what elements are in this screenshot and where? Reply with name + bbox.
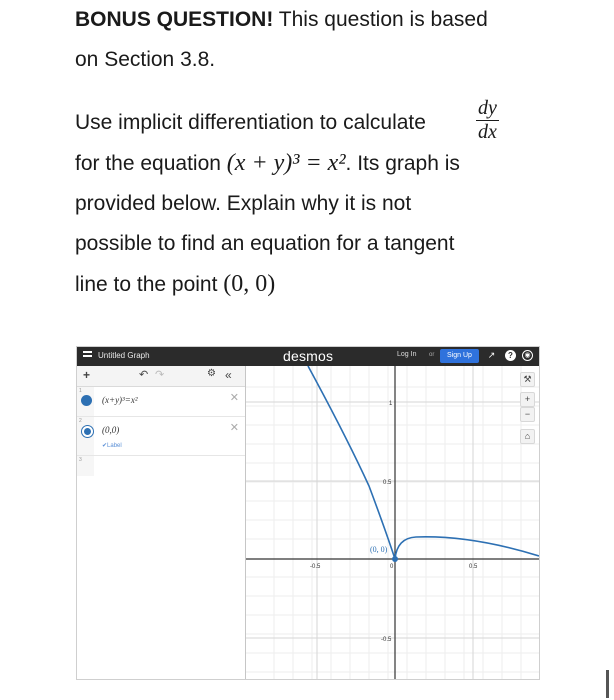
expression-toolbar [77, 366, 245, 387]
desmos-screenshot [76, 346, 540, 680]
x-tick-label: 0 [390, 564, 394, 570]
fraction-numerator: dy [478, 97, 497, 119]
empty-expression-row[interactable] [77, 456, 245, 476]
expression-panel [77, 366, 246, 679]
share-icon[interactable]: ↗ [487, 350, 496, 360]
question-line-1: Use implicit differentiation to calculate [75, 111, 426, 134]
scrollbar-thumb[interactable] [606, 670, 609, 698]
delete-expression-icon[interactable]: ✕ [229, 392, 239, 404]
desmos-topbar [77, 347, 539, 366]
x-tick-label: 0.5 [469, 564, 478, 570]
point-label: (0, 0) [370, 545, 388, 554]
undo-icon[interactable]: ↶ [139, 369, 149, 381]
origin-point [392, 556, 398, 562]
help-icon[interactable]: ? [505, 350, 516, 361]
settings-gear-icon[interactable]: ⚙ [207, 368, 216, 379]
signup-button[interactable]: Sign Up [440, 349, 479, 363]
y-tick-label: 0.5 [383, 480, 392, 486]
wrench-icon[interactable]: ⚒ [520, 372, 535, 387]
expression-latex[interactable]: (x+y)³=x² [102, 395, 138, 405]
add-expression-icon[interactable]: + [83, 368, 91, 382]
login-link[interactable]: Log In [397, 351, 417, 358]
intro-line-2: on Section 3.8. [75, 48, 216, 71]
redo-icon[interactable]: ↷ [155, 369, 165, 381]
expression-row[interactable] [77, 387, 245, 417]
expression-latex[interactable]: (0,0) [102, 425, 120, 435]
y-tick-label: -0.5 [381, 637, 392, 643]
curve-visibility-icon[interactable] [81, 395, 92, 406]
expression-index: 1 [79, 388, 82, 394]
curve-right-branch [395, 537, 539, 559]
equation: (x + y)³ = x² [226, 150, 346, 176]
zoom-out-icon[interactable]: − [520, 407, 535, 422]
question-paragraph [75, 103, 595, 305]
expression-index: 2 [79, 418, 82, 424]
home-icon[interactable]: ⌂ [520, 429, 535, 444]
desmos-logo: desmos [283, 348, 334, 364]
language-icon[interactable]: ◉ [522, 350, 533, 361]
delete-expression-icon[interactable]: ✕ [229, 422, 239, 434]
zoom-in-icon[interactable]: + [520, 392, 535, 407]
expression-row[interactable] [77, 417, 245, 456]
or-label: or [429, 352, 435, 358]
dy-dx-fraction [476, 97, 499, 143]
label-toggle[interactable]: ✔Label [102, 443, 122, 449]
question-line-4: possible to find an equation for a tangent [75, 232, 455, 255]
y-tick-label: 1 [389, 401, 393, 407]
collapse-panel-icon[interactable]: « [225, 368, 232, 382]
intro-text: This question is based [273, 8, 488, 31]
graph-title[interactable]: Untitled Graph [98, 351, 150, 360]
fraction-denominator: dx [478, 121, 497, 143]
graph-area[interactable] [246, 366, 539, 679]
question-line-2: for the equation (x + y)³ = x². Its graph is [75, 150, 460, 176]
menu-icon[interactable] [83, 351, 92, 357]
intro-paragraph [75, 0, 595, 80]
question-line-3: provided below. Explain why it is not [75, 192, 412, 215]
question-line-5: line to the point (0, 0) [75, 271, 276, 297]
bonus-label: BONUS QUESTION! [75, 8, 274, 31]
x-tick-label: -0.5 [310, 564, 321, 570]
point-visibility-icon[interactable] [82, 426, 93, 437]
graph-canvas [246, 366, 539, 679]
expression-index: 3 [79, 457, 82, 463]
point-math: (0, 0) [223, 271, 276, 297]
